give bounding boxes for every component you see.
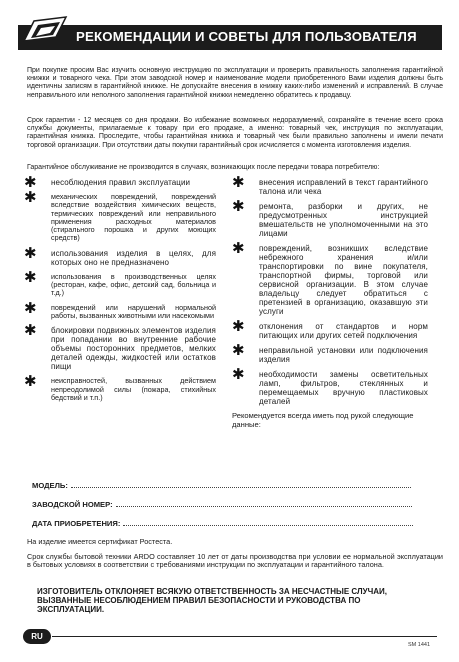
exclusions-right-column (232, 174, 428, 429)
liability-warning: ИЗГОТОВИТЕЛЬ ОТКЛОНЯЕТ ВСЯКУЮ ОТВЕТСТВЕННОСТЬ ЗА НЕСЧАСТНЫЕ СЛУЧАИ, ВЫЗВАННЫЕ НЕСОБЛЮДЕНИЕМ ПРАВИЛ БЕЗОПАСНОСТИ И РУКОВОДСТВА ПО ЭКСПЛУАТАЦИИ. (37, 587, 387, 614)
recommendation-note: Рекомендуется всегда иметь под рукой следующие данные: (232, 411, 414, 429)
asterisk-bullet-icon: ✱ (24, 174, 37, 191)
certificate-note: На изделие имеется сертификат Ростеста. (27, 537, 173, 546)
asterisk-bullet-icon: ✱ (24, 268, 37, 286)
asterisk-bullet-icon: ✱ (232, 198, 245, 215)
asterisk-bullet-icon: ✱ (232, 342, 245, 359)
asterisk-bullet-icon: ✱ (24, 299, 37, 317)
asterisk-bullet-icon: ✱ (232, 174, 245, 191)
list-item: ✱ блокировки подвижных элементов изделия при попадании во внутренние рабочие объемы посторонних предметов, мелких деталей одежды, жидкостей или остатков пищи (24, 322, 216, 372)
serial-field[interactable] (32, 500, 432, 509)
list-item: ✱ необходимости замены осветительных ламп, фильтров, стеклянных и перемещаемых вручную пластиковых деталей (232, 366, 428, 406)
list-item: ✱ неправильной установки или подключения изделия (232, 342, 428, 364)
exclusions-left-column (24, 174, 216, 408)
intro-paragraph-3: Гарантийное обслуживание не производится в случаях, возникающих после передачи товара потребителю: (27, 164, 380, 171)
asterisk-bullet-icon: ✱ (232, 318, 245, 335)
asterisk-bullet-icon: ✱ (24, 373, 37, 391)
list-item: ✱ повреждений или нарушений нормальной работы, вызванных животными или насекомыми (24, 299, 216, 320)
purchase-date-field[interactable] (32, 519, 432, 528)
intro-paragraph-1: При покупке просим Вас изучить основную инструкцию по эксплуатации и проверить правильность заполнения гарантийной книжки и товарного чека. При этом заводской номер и наименование модели приобретенного Вами изделия должны быть идентичны записям в гарантийной книжке. Не допускайте внесения в книжку каких-либо изменений и исправлений. В случае неправильного или неполного заполнения гарантийной книжки немедленно обратитесь к продавцу. (27, 67, 443, 99)
language-badge: RU (23, 629, 51, 644)
page-title: РЕКОМЕНДАЦИИ И СОВЕТЫ ДЛЯ ПОЛЬЗОВАТЕЛЯ (76, 29, 417, 44)
asterisk-bullet-icon: ✱ (232, 366, 245, 383)
footer-divider (52, 636, 437, 637)
brand-emblem-icon (22, 15, 68, 49)
list-item: ✱ механических повреждений, повреждений вследствие воздействия химических веществ, термических повреждений или неправильного применения расходных материалов (стирального порошка и других моющих средств) (24, 189, 216, 243)
list-item: ✱ повреждений, возникших вследствие небрежного хранения и/или транспортировки по вине покупателя, транспортной фирмы, торговой или сервисной организации. В этом случае владельцу следует обратиться с претензией в организацию, оказавшую эти услуги (232, 240, 428, 316)
asterisk-bullet-icon: ✱ (24, 244, 37, 262)
purchase-date-entry-line[interactable] (123, 524, 413, 526)
list-item: ✱ использования в производственных целях (ресторан, кафе, офис, детский сад, больница и т.д.) (24, 268, 216, 298)
asterisk-bullet-icon: ✱ (24, 189, 37, 206)
purchase-date-label: ДАТА ПРИОБРЕТЕНИЯ: (32, 519, 121, 528)
list-item: ✱ несоблюдения правил эксплуатации (24, 174, 191, 191)
list-item: ✱ использования изделия в целях, для которых оно не предназначено (24, 244, 216, 267)
serial-label: ЗАВОДСКОЙ НОМЕР: (32, 500, 113, 509)
model-label: МОДЕЛЬ: (32, 481, 68, 490)
model-field[interactable] (32, 481, 432, 490)
list-item: ✱ отклонения от стандартов и норм питающих или других сетей подключения (232, 318, 428, 340)
asterisk-bullet-icon: ✱ (232, 240, 245, 257)
list-item: ✱ ремонта, разборки и других, не предусмотренных инструкцией вмешательств не уполномоченными на это лицами (232, 198, 428, 238)
intro-paragraph-2: Срок гарантии - 12 месяцев со дня продажи. Во избежание возможных недоразумений, сохраняйте в течение всего срока службы документы, прилагаемые к товару при его продаже, а именно: товарный чек, инструкция по эксплуатации, гарантийная книжка. Проследите, чтобы гарантийная книжка и товарный чек были правильно заполнены и имели печати торговой организации. При отсутствии даты покупки гарантийный срок исчисляется с момента изготовления изделия. (27, 117, 443, 149)
list-item: ✱ внесения исправлений в текст гарантийного талона или чека (232, 174, 428, 196)
list-item: ✱ неисправностей, вызванных действием непреодолимой силы (пожара, стихийных бедствий и т.п.) (24, 373, 216, 402)
header-band (18, 25, 442, 50)
serial-entry-line[interactable] (116, 505, 412, 507)
asterisk-bullet-icon: ✱ (24, 322, 37, 340)
model-entry-line[interactable] (71, 486, 411, 488)
document-code: SM 1441 (408, 642, 431, 648)
service-life-note: Срок службы бытовой техники ARDO составляет 10 лет от даты производства при условии ее нормальной эксплуатации в бытовых условиях в соответствии с требованиями инструкции по эксплуатации и гарантийного талона. (27, 552, 443, 570)
